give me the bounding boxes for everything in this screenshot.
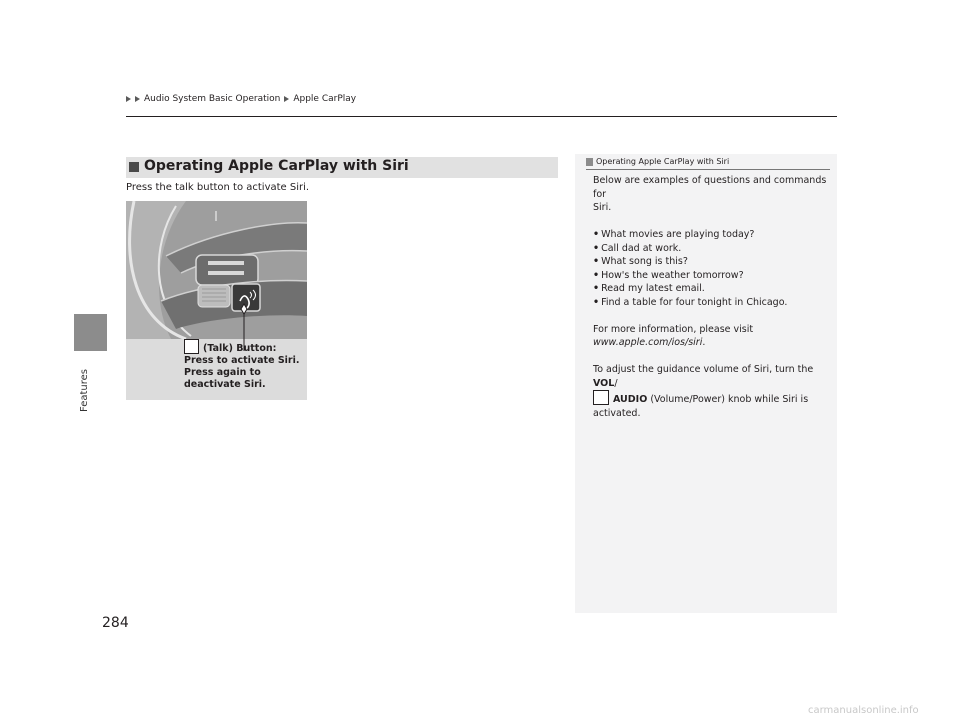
vol-label: VOL [593, 377, 615, 389]
caption-line: Press to activate Siri. [184, 355, 300, 366]
watermark: carmanualsonline.info [808, 705, 919, 716]
slash-text: / [614, 377, 618, 389]
section-intro: Press the talk button to activate Siri. [126, 182, 310, 193]
breadcrumb-arrow-icon [284, 96, 289, 102]
list-item: • Call dad at work. [593, 242, 830, 256]
power-icon [593, 390, 609, 405]
section-heading-bar [126, 157, 558, 178]
list-item: • Read my latest email. [593, 282, 830, 296]
sidebar-heading [586, 157, 729, 166]
sidebar-intro-line: Below are examples of questions and commands for [593, 175, 827, 200]
sidebar-intro-line: Siri. [593, 202, 612, 213]
reference-marker-icon [586, 158, 593, 166]
header-divider [126, 116, 837, 117]
sidebar-divider [586, 169, 830, 170]
url-period: . [702, 337, 706, 348]
sidebar-body [593, 174, 830, 420]
side-tab-label: Features [79, 369, 90, 412]
reference-sidebar [575, 154, 837, 613]
adjust-end-text: activated. [593, 407, 641, 419]
list-item: • Find a table for four tonight in Chicago. [593, 296, 830, 310]
list-item: • What movies are playing today? [593, 228, 830, 242]
caption-title: (Talk) Button: [203, 343, 277, 354]
more-info-text: For more information, please visit [593, 323, 754, 335]
caption-line: deactivate Siri. [184, 379, 266, 390]
talk-button-icon [184, 339, 199, 354]
adjust-suffix-text: (Volume/Power) knob while Siri is [650, 394, 809, 405]
section-title: Operating Apple CarPlay with Siri [144, 158, 409, 174]
section-tab-marker [74, 314, 107, 351]
breadcrumb-arrow-icon [135, 96, 140, 102]
section-square-icon [129, 162, 139, 172]
breadcrumb-item[interactable]: Audio System Basic Operation [144, 94, 281, 104]
siri-url-link[interactable]: www.apple.com/ios/siri [593, 337, 703, 348]
sidebar-heading-text: Operating Apple CarPlay with Siri [596, 157, 730, 166]
adjust-text: To adjust the guidance volume of Siri, turn the [593, 364, 814, 375]
list-item: • What song is this? [593, 255, 830, 269]
siri-examples-list [593, 228, 830, 309]
steering-wheel-figure [126, 201, 307, 400]
figure-caption [184, 339, 299, 391]
audio-label: AUDIO [613, 394, 648, 405]
breadcrumb [126, 94, 356, 104]
list-item: • How's the weather tomorrow? [593, 269, 830, 283]
caption-line: Press again to [184, 367, 261, 378]
breadcrumb-item[interactable]: Apple CarPlay [293, 94, 357, 104]
breadcrumb-arrow-icon [126, 96, 131, 102]
page-number: 284 [102, 615, 129, 631]
